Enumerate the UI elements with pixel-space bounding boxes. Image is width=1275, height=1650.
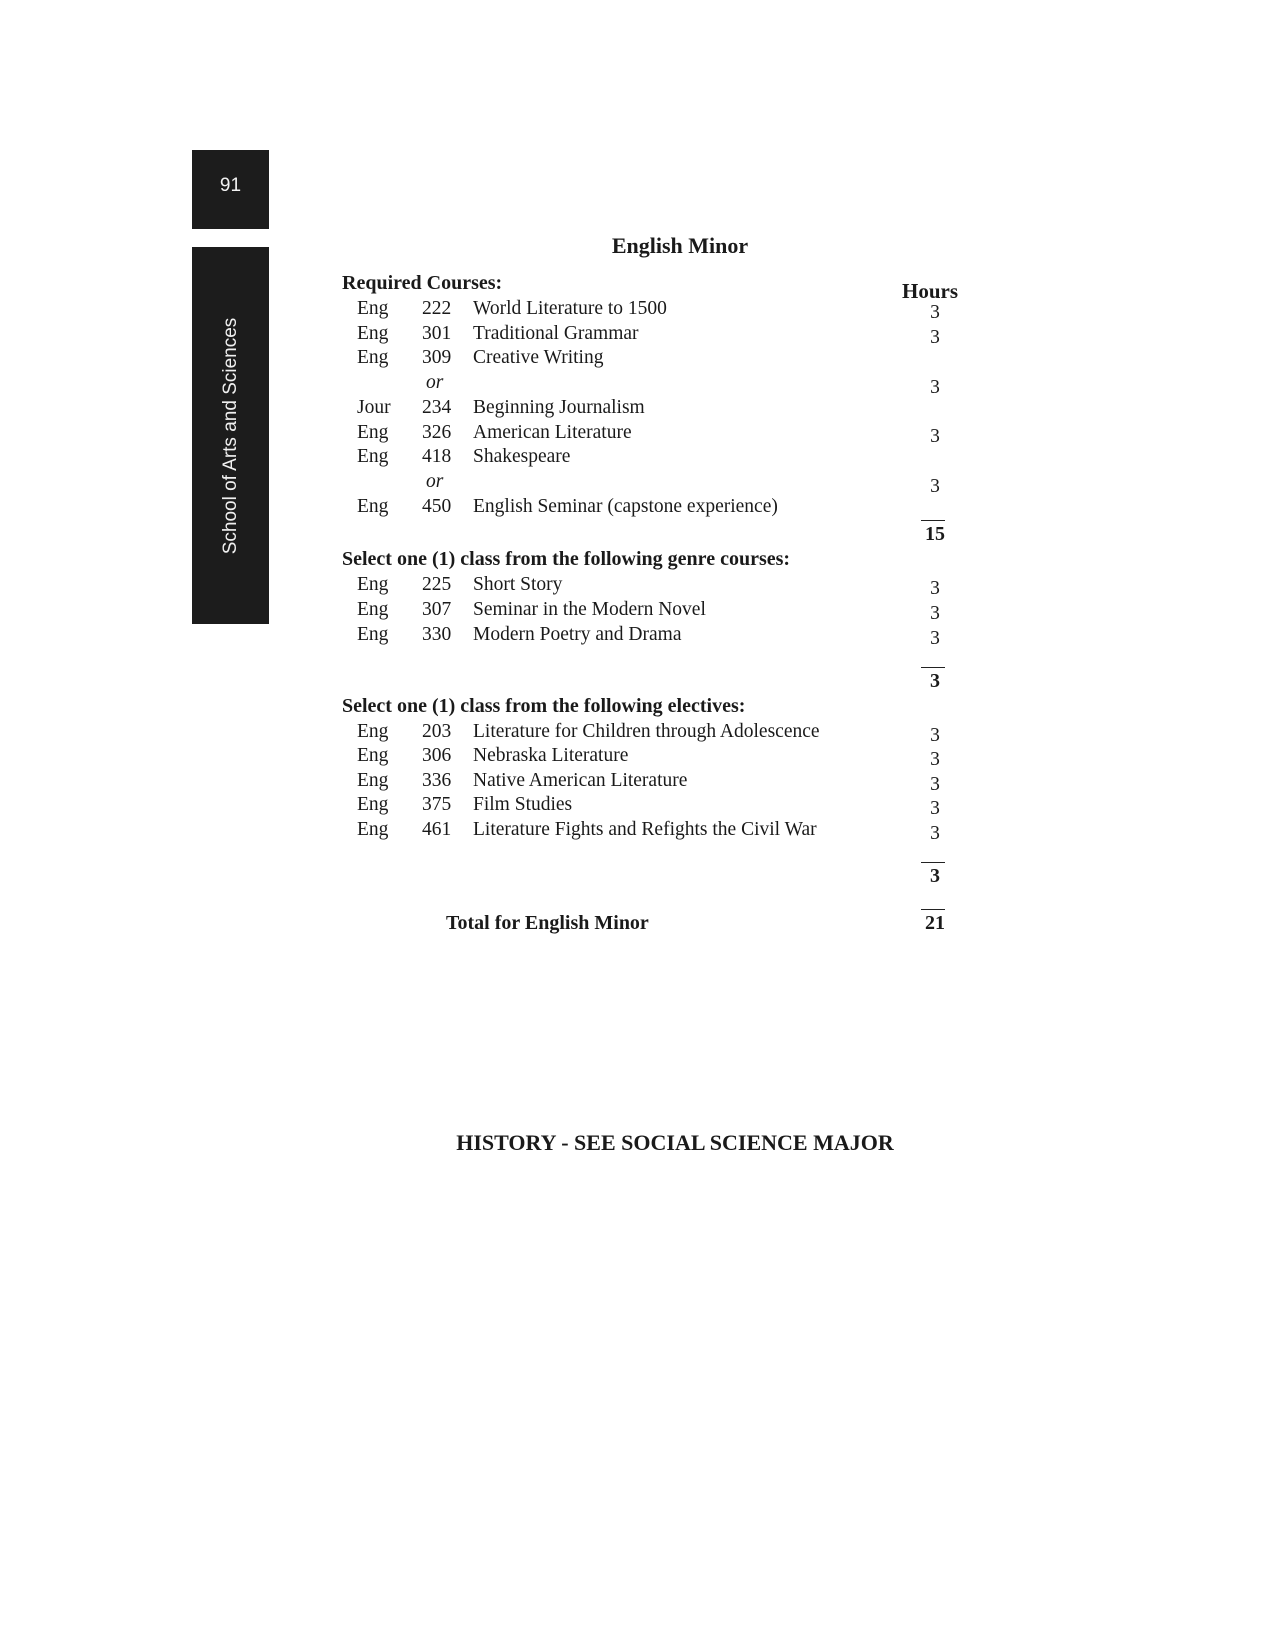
subtotal-rule — [921, 520, 945, 521]
electives-subtotal: 3 — [930, 865, 940, 887]
course-dept: Eng — [357, 794, 389, 815]
course-dept: Eng — [357, 446, 389, 467]
course-hours: 3 — [930, 628, 940, 649]
course-dept: Eng — [357, 624, 389, 645]
course-hours: 3 — [930, 725, 940, 746]
page-title: English Minor — [611, 233, 749, 258]
course-hours: 3 — [930, 749, 940, 770]
total-rule — [921, 909, 945, 910]
section-label: School of Arts and Sciences — [219, 317, 241, 554]
course-dept: Eng — [357, 323, 389, 344]
required-heading: Required Courses: — [342, 272, 503, 294]
course-name: Nebraska Literature — [473, 745, 629, 766]
or-separator: or — [426, 471, 444, 492]
course-number: 306 — [422, 745, 452, 766]
subtotal-rule — [921, 862, 945, 863]
course-number: 375 — [422, 794, 452, 815]
course-name: World Literature to 1500 — [473, 298, 667, 319]
course-number: 307 — [422, 599, 452, 620]
course-dept: Eng — [357, 422, 389, 443]
course-name: Modern Poetry and Drama — [473, 624, 682, 645]
required-subtotal: 15 — [925, 523, 945, 545]
course-name: Short Story — [473, 574, 563, 595]
course-hours: 3 — [930, 327, 940, 348]
course-number: 222 — [422, 298, 452, 319]
course-number: 336 — [422, 770, 452, 791]
course-number: 450 — [422, 496, 452, 517]
course-number: 301 — [422, 323, 452, 344]
course-name: Native American Literature — [473, 770, 688, 791]
course-dept: Eng — [357, 599, 389, 620]
subtotal-rule — [921, 667, 945, 668]
course-hours: 3 — [930, 823, 940, 844]
course-number: 418 — [422, 446, 452, 467]
course-name: Seminar in the Modern Novel — [473, 599, 706, 620]
course-number: 326 — [422, 422, 452, 443]
course-number: 203 — [422, 721, 452, 742]
genre-heading: Select one (1) class from the following genre courses: — [342, 548, 791, 570]
course-dept: Eng — [357, 770, 389, 791]
course-dept: Eng — [357, 819, 389, 840]
course-hours: 3 — [930, 377, 940, 398]
total-label: Total for English Minor — [446, 912, 649, 934]
course-dept: Eng — [357, 745, 389, 766]
course-name: American Literature — [473, 422, 632, 443]
page-number-tab: 91 — [192, 150, 269, 229]
section-tab — [192, 247, 269, 624]
course-number: 309 — [422, 347, 452, 368]
total-value: 21 — [925, 912, 945, 934]
course-hours: 3 — [930, 476, 940, 497]
course-name: English Seminar (capstone experience) — [473, 496, 778, 517]
history-note: HISTORY - SEE SOCIAL SCIENCE MAJOR — [456, 1130, 894, 1155]
or-separator: or — [426, 372, 444, 393]
course-name: Literature Fights and Refights the Civil War — [473, 819, 817, 840]
course-dept: Eng — [357, 574, 389, 595]
course-number: 225 — [422, 574, 452, 595]
course-dept: Eng — [357, 347, 389, 368]
course-dept: Eng — [357, 496, 389, 517]
course-name: Traditional Grammar — [473, 323, 639, 344]
course-hours: 3 — [930, 302, 940, 323]
course-number: 461 — [422, 819, 452, 840]
course-hours: 3 — [930, 603, 940, 624]
course-hours: 3 — [930, 774, 940, 795]
course-name: Film Studies — [473, 794, 573, 815]
course-hours: 3 — [930, 798, 940, 819]
course-dept: Jour — [357, 397, 391, 418]
course-number: 330 — [422, 624, 452, 645]
course-number: 234 — [422, 397, 452, 418]
course-name: Beginning Journalism — [473, 397, 645, 418]
course-name: Literature for Children through Adolescence — [473, 721, 820, 742]
genre-subtotal: 3 — [930, 670, 940, 692]
course-hours: 3 — [930, 426, 940, 447]
course-name: Shakespeare — [473, 446, 571, 467]
course-dept: Eng — [357, 721, 389, 742]
electives-heading: Select one (1) class from the following electives: — [342, 695, 746, 717]
course-hours: 3 — [930, 578, 940, 599]
course-dept: Eng — [357, 298, 389, 319]
hours-column-header: Hours — [901, 279, 958, 303]
course-name: Creative Writing — [473, 347, 604, 368]
